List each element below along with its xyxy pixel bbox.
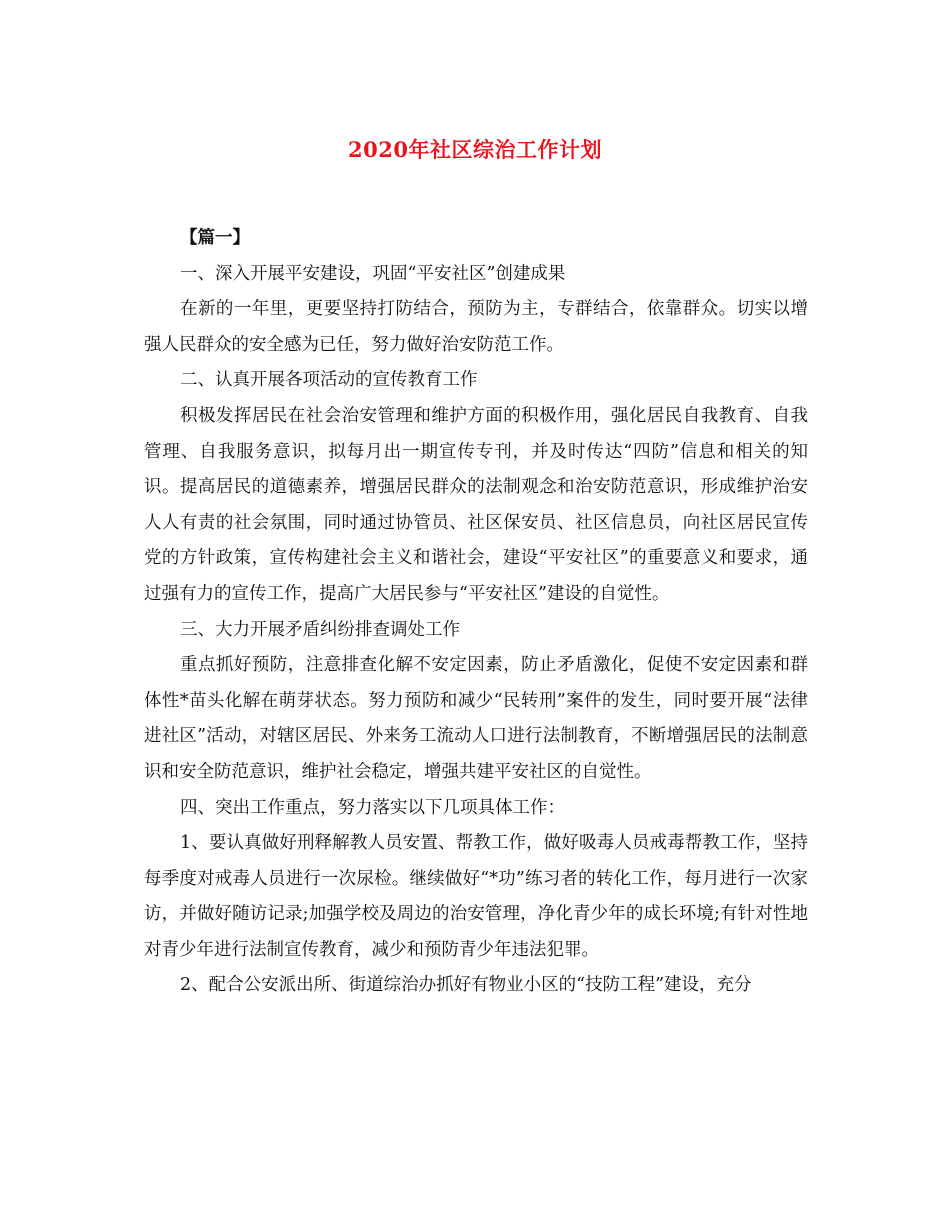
document-body — [144, 221, 808, 1004]
heading-two: 二、认真开展各项活动的宣传教育工作 — [180, 370, 478, 391]
paragraph-two: 积极发挥居民在社会治安管理和维护方面的积极作用，强化居民自我教育、自我管理、自我服务意识，拟每月出一期宣传专刊，并及时传达“四防”信息和相关的知识。提高居民的道德素养，增强居民群众的法制观念和治安防范意识，形成维护治安人人有责的社会氛围，同时通过协管员、社区保安员、社区信息员，向社区居民宣传党的方针政策，宣传构建社会主义和谐社会，建设“平安社区”的重要意义和要求，通过强有力的宣传工作，提高广大居民参与“平安社区”建设的自觉性。 — [144, 405, 808, 604]
item-one: 1、要认真做好刑释解教人员安置、帮教工作，做好吸毒人员戒毒帮教工作，坚持每季度对戒毒人员进行一次尿检。继续做好“*功”练习者的转化工作，每月进行一次家访，并做好随访记录;加强学校及周边的治安管理，净化青少年的成长环境;有针对性地对青少年进行法制宣传教育，减少和预防青少年违法犯罪。 — [144, 833, 808, 960]
heading-one: 一、深入开展平安建设，巩固“平安社区”创建成果 — [180, 263, 566, 284]
paragraph-three: 重点抓好预防，注意排查化解不安定因素，防止矛盾激化，促使不安定因素和群体性*苗头化解在萌芽状态。努力预防和减少“民转刑”案件的发生，同时要开展“法律进社区”活动，对辖区居民、外来务工流动人口进行法制教育，不断增强居民的法制意识和安全防范意识，维护社会稳定，增强共建平安社区的自觉性。 — [144, 655, 808, 782]
heading-four: 四、突出工作重点，努力落实以下几项具体工作： — [180, 797, 565, 818]
paragraph-one: 在新的一年里，更要坚持打防结合，预防为主，专群结合，依靠群众。切实以增强人民群众的安全感为已任，努力做好治安防范工作。 — [144, 299, 808, 355]
section-label: 【篇一】 — [180, 228, 250, 248]
document-title: 2020年社区综治工作计划 — [348, 137, 602, 162]
item-two: 2、配合公安派出所、街道综治办抓好有物业小区的“技防工程”建设，充分 — [180, 975, 752, 996]
heading-three: 三、大力开展矛盾纠纷排查调处工作 — [180, 619, 460, 640]
